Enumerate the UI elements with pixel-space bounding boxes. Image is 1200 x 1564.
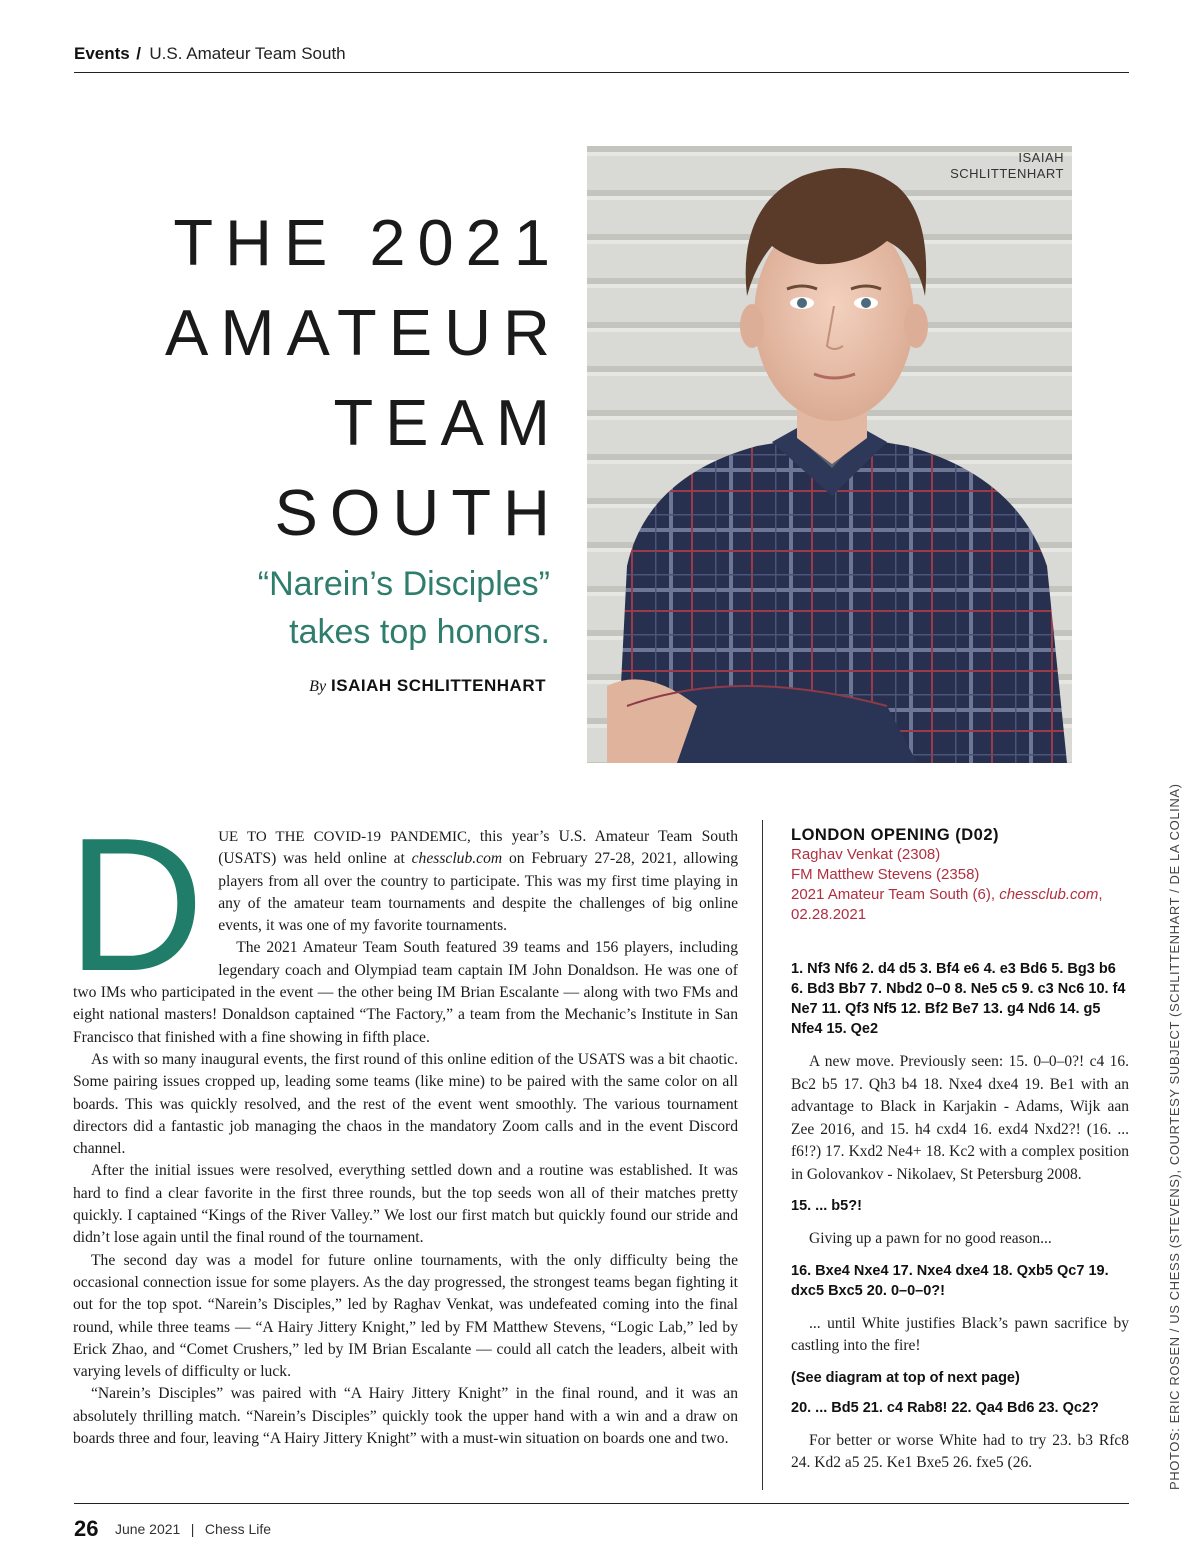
game-event-date: , 02.28.2021 <box>791 886 1103 923</box>
game-event-name: 2021 Amateur Team South (6), <box>791 886 1000 903</box>
photo-caption-line-1: ISAIAH <box>1018 150 1064 165</box>
paragraph-6: “Narein’s Disciples” was paired with “A Hairy Jittery Knight” in the final round, and it was an absolutely thrilling match. “Narein’s Disciples” quickly took the upper hand with a win and a draw on boards three and four, leaving “A Hairy Jittery Knight” with a must-win situation on boards one and two. <box>73 1385 738 1448</box>
subtitle-line-1: “Narein’s Disciples” <box>257 565 550 603</box>
title-line-3: TEAM <box>333 386 562 459</box>
article-title <box>30 198 562 558</box>
subsection-label: U.S. Amateur Team South <box>149 44 346 63</box>
paragraph-1-text-a: this year’s U.S. Amateur Team South (USATS) was held online at <box>218 828 738 868</box>
byline <box>309 676 546 696</box>
game-title: LONDON OPENING (D02) <box>791 826 1000 844</box>
paragraph-2: The 2021 Amateur Team South featured 39 teams and 156 players, including legendary coach and Olympiad team captain IM John Donaldson. He was one of two IMs who participated in the event — the other being IM Brian Escalante — along with two FMs and eight national masters! Donaldson captained “The Factory,” a team from the Mechanic’s Institute in San Francisco that finished with a fine showing in fifth place. <box>73 939 738 1046</box>
byline-by: By <box>309 678 327 695</box>
paragraph-5: The second day was a model for future online tournaments, with the only difficulty being the occasional connection issue for some players. As the day progressed, the strongest teams began fighting it out for the top spot. “Narein’s Disciples,” led by Raghav Venkat, was undefeated coming into the final round, while three teams — “A Hairy Jittery Knight,” led by FM Matthew Stevens, “Logic Lab,” led by Erick Zhao, and “Comet Crushers,” led by IM Brian Escalante — could all catch the leaders, albeit with varying levels of difficulty or luck. <box>73 1251 738 1381</box>
page-footer <box>74 1516 271 1542</box>
photo-caption <box>950 150 1064 182</box>
photo-caption-line-2: SCHLITTENHART <box>950 166 1064 181</box>
chessclub-site: chessclub.com <box>411 850 503 868</box>
paragraph-1-text-b: on February 27-28, 2021, allowing players from all over the country to participate. This was my first time playing in any of the amateur team tournaments and despite the challenges of big online events, it was one of my favorite tournaments. <box>218 850 739 935</box>
comment-1: A new move. Previously seen: 15. 0–0–0?! c4 16. Bc2 b5 17. Qh3 b4 18. Nxe4 dxe4 19. Be1 with an advantage to Black in Karjakin - Adams, Wijk aan Zee 2016, and 15. h4 cxd4 16. exd4 Nxd2?! (16. ... f6!?) 17. Kxd2 Ne4+ 18. Kc2 with a complex position in Golovankov - Nikolaev, St Petersburg 2008. <box>791 1053 1129 1183</box>
byline-author: ISAIAH SCHLITTENHART <box>331 676 546 695</box>
photo-credit: PHOTOS: ERIC ROSEN / US CHESS (STEVENS), COURTESY SUBJECT (SCHLITTENHART / DE LA COLINA) <box>1167 783 1182 1490</box>
author-photo <box>587 146 1072 763</box>
article-body <box>67 799 739 1450</box>
paragraph-3: As with so many inaugural events, the first round of this online edition of the USATS was a bit chaotic. Some pairing issues cropped up, leading some teams (like mine) to be paired with the same color on all boards. This was quickly resolved, and the rest of the event went smoothly. The various tournament directors did a fantastic job managing the chaos in the mandatory Zoom calls and in the event Discord channel. <box>73 1050 738 1158</box>
paragraph-4: After the initial issues were resolved, everything settled down and a routine was established. It was hard to find a clear favorite in the first three rounds, but the top seeds won all of their matches pretty quickly. I captained “Kings of the River Valley.” We lost our first match but quickly found our stride and didn’t lose again until the final round of the tournament. <box>73 1162 738 1247</box>
magazine-name: Chess Life <box>204 1521 272 1537</box>
black-player: FM Matthew Stevens (2358) <box>791 866 980 883</box>
moves-2: 15. ... b5?! <box>791 1198 862 1214</box>
subtitle-line-2: takes top honors. <box>289 613 550 651</box>
diagram-note: (See diagram at top of next page) <box>791 1369 1020 1386</box>
drop-cap: D <box>67 799 205 1011</box>
page-number: 26 <box>74 1516 99 1541</box>
game-event-site: chessclub.com <box>999 886 1099 903</box>
portrait-illustration <box>587 146 1072 763</box>
comment-3: ... until White justifies Black’s pawn sacrifice by castling into the fire! <box>791 1314 1129 1354</box>
title-line-1: THE 2021 <box>173 206 562 279</box>
footer-rule <box>74 1503 1129 1504</box>
issue-date: June 2021 <box>114 1521 181 1537</box>
lead-in-caps: UE TO THE COVID-19 PANDEMIC, <box>218 829 471 845</box>
title-line-2: AMATEUR <box>165 296 562 369</box>
moves-3: 16. Bxe4 Nxe4 17. Nxe4 dxe4 18. Qxb5 Qc7 19. dxc5 Bxc5 20. 0–0–0?! <box>791 1262 1109 1299</box>
game-sidebar <box>762 820 1131 1490</box>
footer-divider: | <box>190 1521 195 1537</box>
title-line-4: SOUTH <box>274 476 562 549</box>
moves-1: 1. Nf3 Nf6 2. d4 d5 3. Bf4 e6 4. e3 Bd6 5. Bg3 b6 6. Bd3 Bb7 7. Nbd2 0–0 8. Ne5 c5 9. c3 Nc6 10. f4 Ne7 11. Qf3 Nf5 12. Bf2 Be7 13. g4 Nd6 14. g5 Nfe4 15. Qe2 <box>791 961 1126 1037</box>
section-label: Events <box>74 44 130 63</box>
game-event <box>791 885 1129 925</box>
moves-4: 20. ... Bd5 21. c4 Rab8! 22. Qa4 Bd6 23. Qc2? <box>791 1399 1099 1416</box>
white-player: Raghav Venkat (2308) <box>791 846 941 863</box>
header-separator: / <box>136 44 141 63</box>
comment-4: For better or worse White had to try 23. b3 Rfc8 24. Kd2 a5 25. Ke1 Bxe5 26. fxe5 (26. <box>791 1431 1129 1471</box>
comment-2: Giving up a pawn for no good reason... <box>809 1230 1052 1247</box>
article-subtitle <box>30 560 550 656</box>
running-header <box>74 44 1129 73</box>
